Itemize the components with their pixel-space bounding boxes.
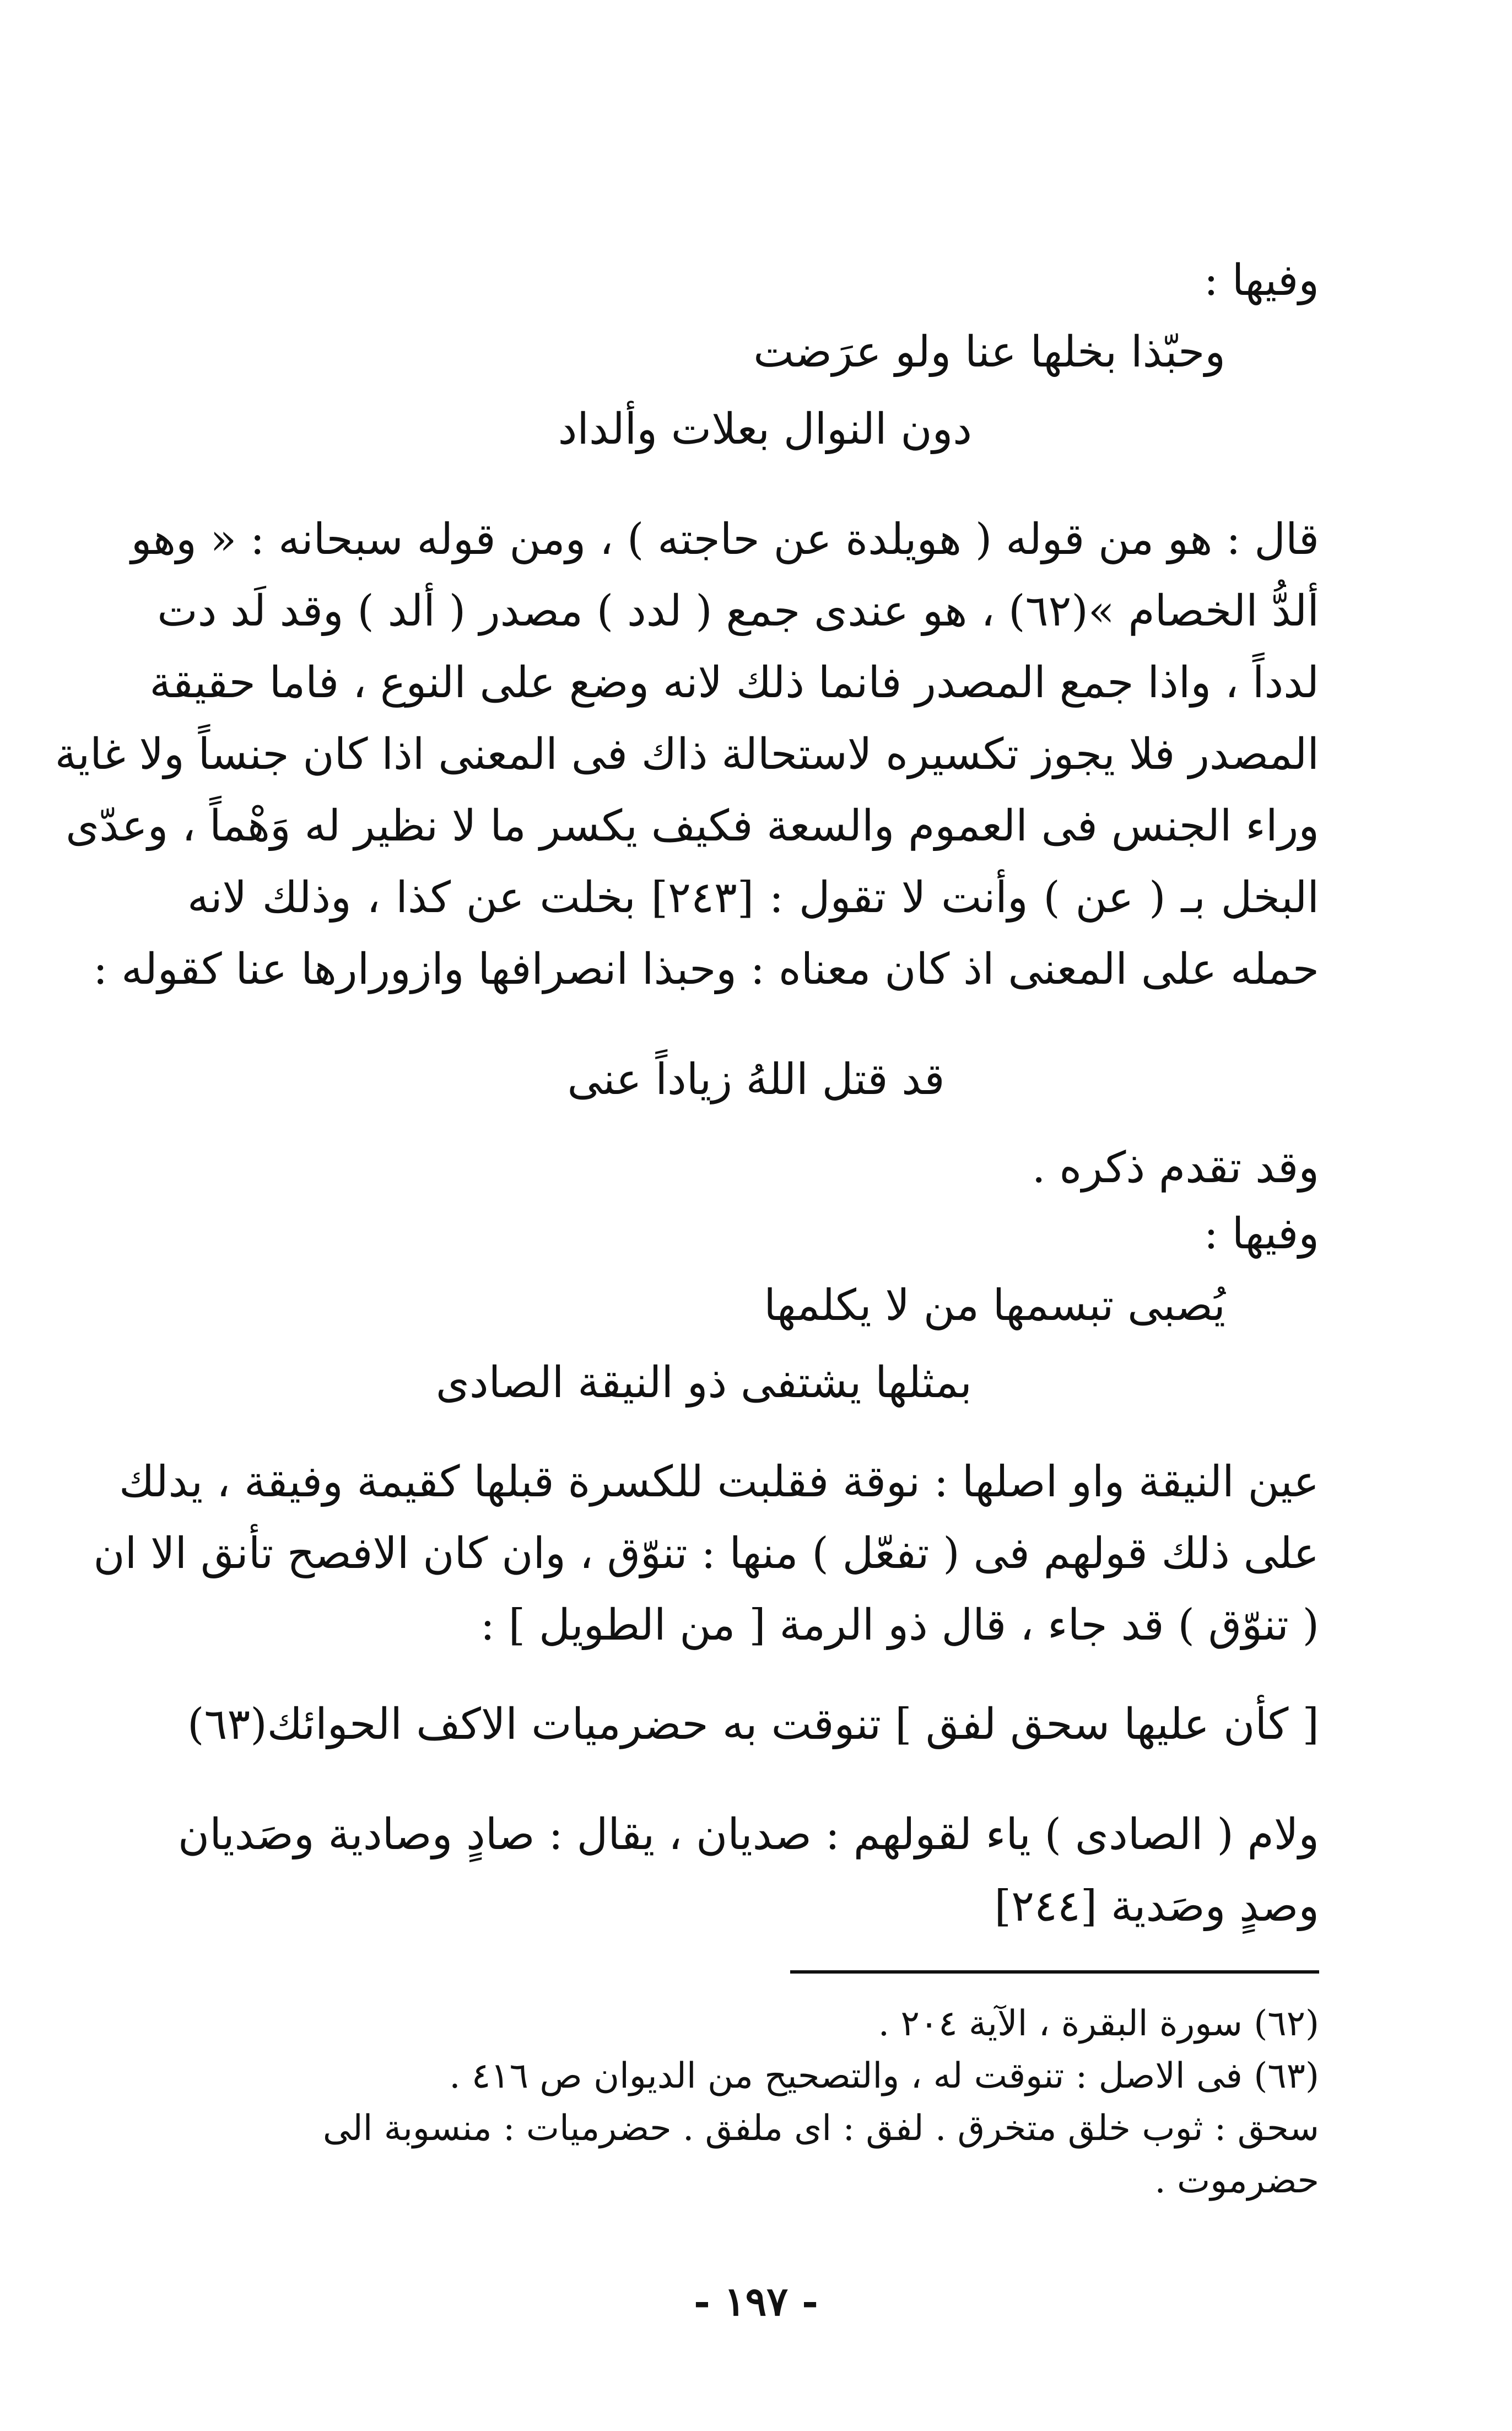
verse-line: [ كأن عليها سحق لفق ] تنوقت به حضرميات الاكف الحوائك(٦٣) [187, 1700, 1319, 1749]
paragraph-line: وقد تقدم ذكره . [1032, 1143, 1319, 1193]
paragraph-line: قال : هو من قوله ( هويلدة عن حاجته ) ، ومن قوله سبحانه : « وهو [131, 515, 1319, 564]
verse-line: وحبّذا بخلها عنا ولو عرَضت [753, 327, 1225, 377]
footnote: (٦٢) سورة البقرة ، الآية ٢٠٤ . [878, 2003, 1319, 2044]
section-heading: وفيها : [1203, 256, 1319, 305]
verse-line: دون النوال بعلات وألداد [558, 405, 972, 454]
paragraph-line: وصدٍ وصَدية [٢٤٤] [994, 1882, 1319, 1931]
paragraph-line: عين النيقة واو اصلها : نوقة فقلبت للكسرة قبلها كقيمة وفيقة ، يدلك [119, 1457, 1319, 1507]
quote-line: قد قتل اللهُ زياداً عنى [567, 1055, 945, 1104]
verse-line: بمثلها يشتفى ذو النيقة الصادى [435, 1358, 972, 1408]
paragraph-line: المصدر فلا يجوز تكسيره لاستحالة ذاك فى المعنى اذا كان جنساً ولا غاية [55, 730, 1319, 779]
paragraph-line: ولام ( الصادى ) ياء لقولهم : صديان ، يقال : صادٍ وصادية وصَديان [177, 1810, 1319, 1859]
footnote: سحق : ثوب خلق متخرق . لفق : اى ملفق . حضرميات : منسوبة الى [322, 2108, 1319, 2149]
page-number: - ١٩٧ - [694, 2278, 818, 2325]
paragraph-line: على ذلك قولهم فى ( تفعّل ) منها : تنوّق ، وان كان الافصح تأنق الا ان [93, 1529, 1319, 1578]
verse-line: يُصبى تبسمها من لا يكلمها [764, 1281, 1225, 1330]
paragraph-line: ( تنوّق ) قد جاء ، قال ذو الرمة [ من الطويل ] : [480, 1600, 1319, 1650]
footnote: (٦٣) فى الاصل : تنوقت له ، والتصحيح من الديوان ص ٤١٦ . [449, 2056, 1319, 2096]
footnote-divider [790, 1970, 1319, 1974]
paragraph-line: ألدُّ الخصام »(٦٢) ، هو عندى جمع ( لدد ) مصدر ( ألد ) وقد لَد دت [157, 586, 1319, 636]
section-heading: وفيها : [1203, 1209, 1319, 1259]
paragraph-line: البخل بـ ( عن ) وأنت لا تقول : [٢٤٣] بخلت عن كذا ، وذلك لانه [187, 873, 1320, 923]
paragraph-line: حمله على المعنى اذ كان معناه : وحبذا انصرافها وازورارها عنا كقوله : [93, 945, 1319, 994]
footnote: حضرموت . [1154, 2160, 1319, 2201]
paragraph-line: وراء الجنس فى العموم والسعة فكيف يكسر ما لا نظير له وَهْماً ، وعدّى [66, 801, 1319, 851]
paragraph-line: لدداً ، واذا جمع المصدر فانما ذلك لانه وضع على النوع ، فاما حقيقة [149, 658, 1319, 708]
